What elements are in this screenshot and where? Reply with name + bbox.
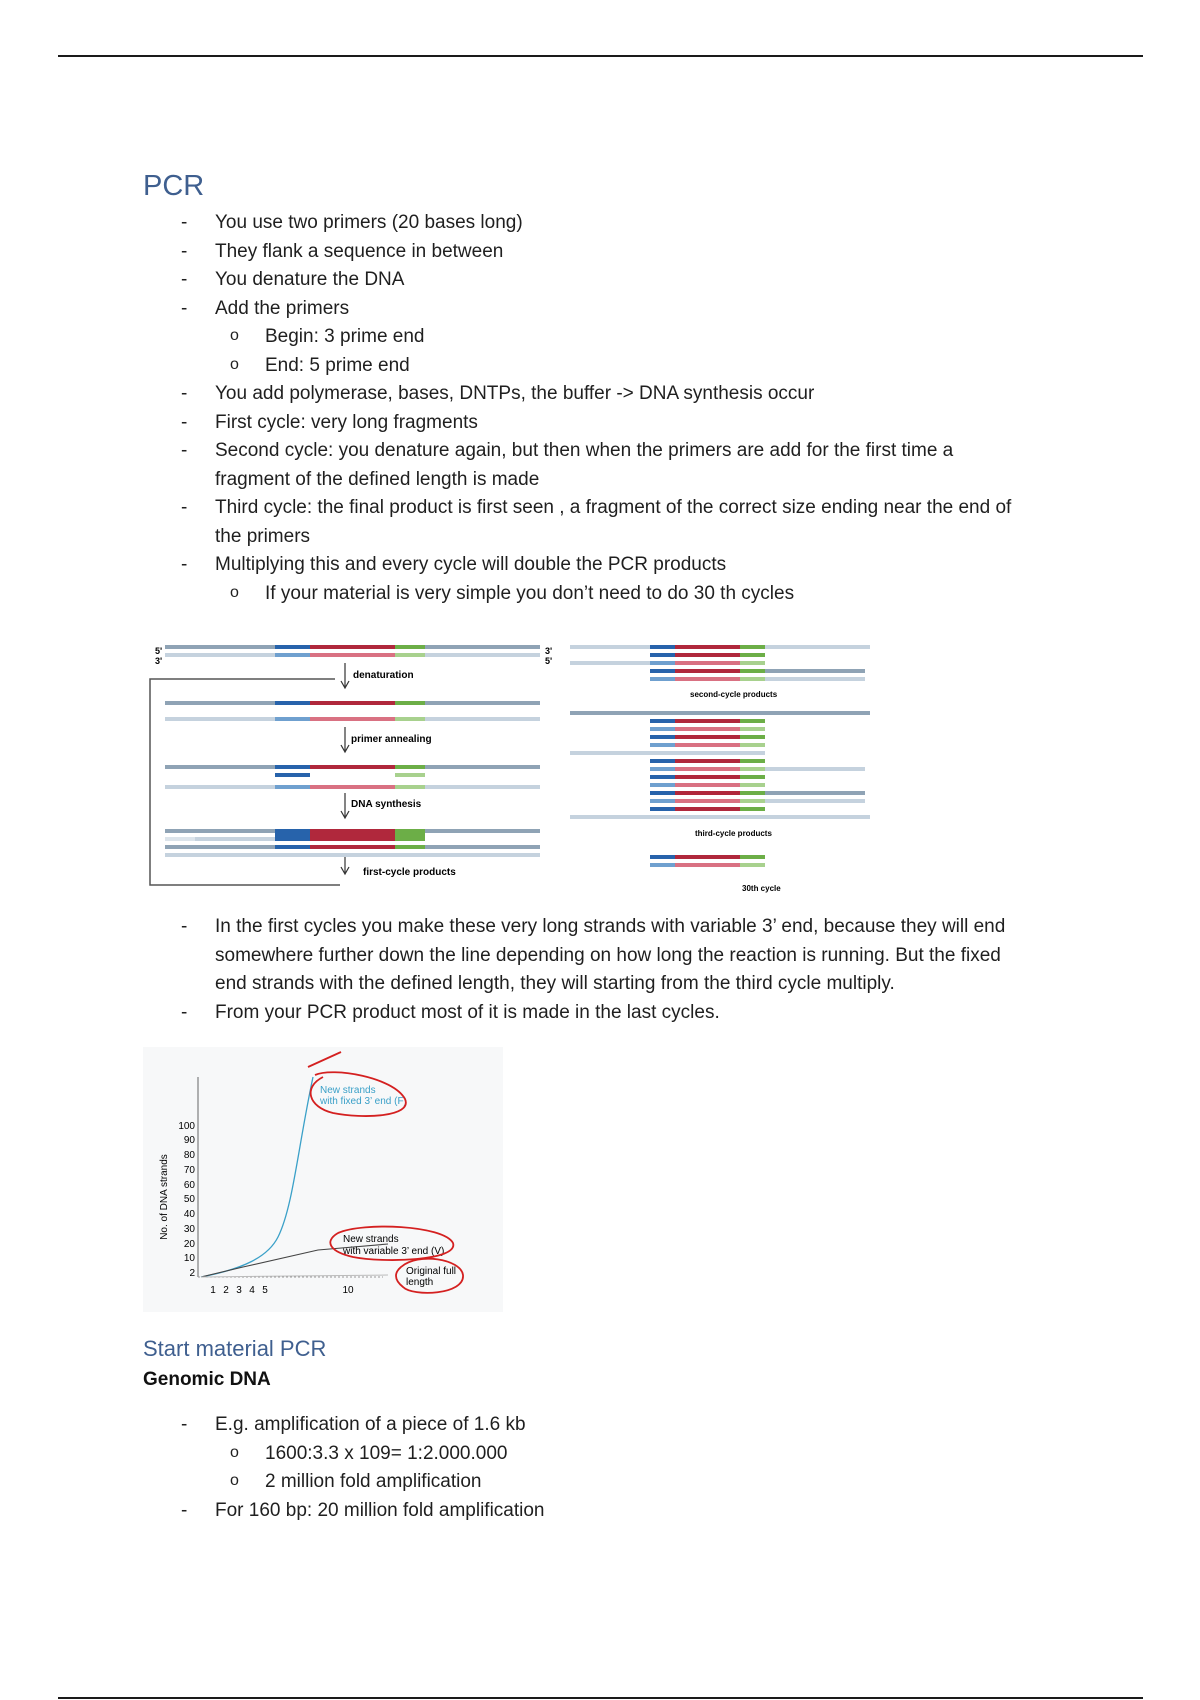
list-item: - Multiplying this and every cycle will double the PCR products: [0, 551, 1120, 580]
sub-list-item: o Begin: 3 prime end: [0, 323, 1120, 352]
denatured-strands: [165, 701, 540, 721]
sub-list-item: o 2 million fold amplification: [0, 1468, 1120, 1497]
result-label: first-cycle products: [363, 867, 456, 878]
tick-label: 50: [183, 1194, 195, 1205]
start-material-heading: Start material PCR: [143, 1336, 327, 1361]
result-label: 30th cycle: [742, 884, 781, 893]
strand-end-label: 3': [545, 646, 553, 656]
double-strand: [165, 645, 540, 657]
tick-label: 5: [262, 1285, 268, 1296]
pcr-bullet-list: [0, 209, 1120, 608]
list-item: - Third cycle: the final product is first seen , a fragment of the correct size ending near the end of the primers: [0, 494, 1120, 551]
first-cycle-strands: [165, 829, 540, 857]
original-length-label: Original full: [406, 1266, 457, 1277]
tick-label: 20: [183, 1239, 195, 1250]
strand-growth-chart: [143, 1047, 503, 1312]
tick-label: 4: [249, 1285, 255, 1296]
list-item: - They flank a sequence in between: [0, 238, 1120, 267]
genomic-bullet-list: [0, 1411, 1120, 1525]
genomic-dna-title: Genomic DNA: [143, 1369, 271, 1390]
strand-end-label: 5': [545, 656, 553, 666]
sub-list-item: o 1600:3.3 x 109= 1:2.000.000: [0, 1440, 1120, 1469]
tick-label: 10: [342, 1285, 354, 1296]
fixed-end-label: New strands: [320, 1085, 376, 1096]
pcr-cycle-diagram: [145, 635, 905, 900]
y-axis-label: No. of DNA strands: [159, 1154, 170, 1240]
original-length-label: length: [406, 1277, 434, 1288]
list-item: - E.g. amplification of a piece of 1.6 kb: [0, 1411, 1120, 1440]
tick-label: 30: [183, 1224, 195, 1235]
second-cycle-strands: [570, 645, 870, 681]
step-label: primer annealing: [351, 734, 432, 745]
header-rule: [58, 55, 1143, 57]
tick-label: 100: [178, 1121, 195, 1132]
footer-rule: [58, 1697, 1143, 1699]
pcr-heading: PCR: [143, 170, 205, 202]
result-label: third-cycle products: [695, 829, 772, 838]
third-cycle-strands: [570, 711, 870, 819]
list-item: - In the first cycles you make these very long strands with variable 3’ end, because they will end somewhere further down the line depending on how long the reaction is running. But the fixed end strands with the defined length, they will starting from the third cycle multiply.: [0, 913, 1120, 999]
list-item: - From your PCR product most of it is made in the last cycles.: [0, 999, 1120, 1028]
tick-label: 60: [183, 1180, 195, 1191]
list-item: - You denature the DNA: [0, 266, 1120, 295]
sub-list-item: o End: 5 prime end: [0, 352, 1120, 381]
step-label: denaturation: [353, 670, 414, 681]
tick-label: 3: [236, 1285, 242, 1296]
tick-label: 80: [183, 1150, 195, 1161]
tick-label: 90: [183, 1135, 195, 1146]
list-item: - You use two primers (20 bases long): [0, 209, 1120, 238]
annealed-strands: [165, 765, 540, 789]
fixed-end-label: with fixed 3’ end (F): [320, 1096, 407, 1107]
thirtieth-cycle-strands: [650, 855, 765, 867]
tick-label: 70: [183, 1165, 195, 1176]
notes-bullet-list: [0, 913, 1120, 1027]
tick-label: 40: [183, 1209, 195, 1220]
tick-label: 2: [223, 1285, 229, 1296]
list-item: - Add the primers: [0, 295, 1120, 324]
strand-end-label: 3': [155, 656, 163, 666]
list-item: - For 160 bp: 20 million fold amplification: [0, 1497, 1120, 1526]
sub-list-item: o If your material is very simple you don’t need to do 30 th cycles: [0, 580, 1120, 609]
step-label: DNA synthesis: [351, 799, 422, 810]
tick-label: 1: [210, 1285, 216, 1296]
result-label: second-cycle products: [690, 690, 778, 699]
list-item: - Second cycle: you denature again, but then when the primers are add for the first time a fragment of the defined length is made: [0, 437, 1120, 494]
tick-label: 2: [189, 1268, 195, 1279]
list-item: - You add polymerase, bases, DNTPs, the buffer -> DNA synthesis occur: [0, 380, 1120, 409]
tick-label: 10: [183, 1253, 195, 1264]
list-item: - First cycle: very long fragments: [0, 409, 1120, 438]
variable-end-label: with variable 3’ end (V): [343, 1246, 445, 1257]
strand-end-label: 5': [155, 646, 163, 656]
variable-end-label: New strands: [343, 1234, 399, 1245]
